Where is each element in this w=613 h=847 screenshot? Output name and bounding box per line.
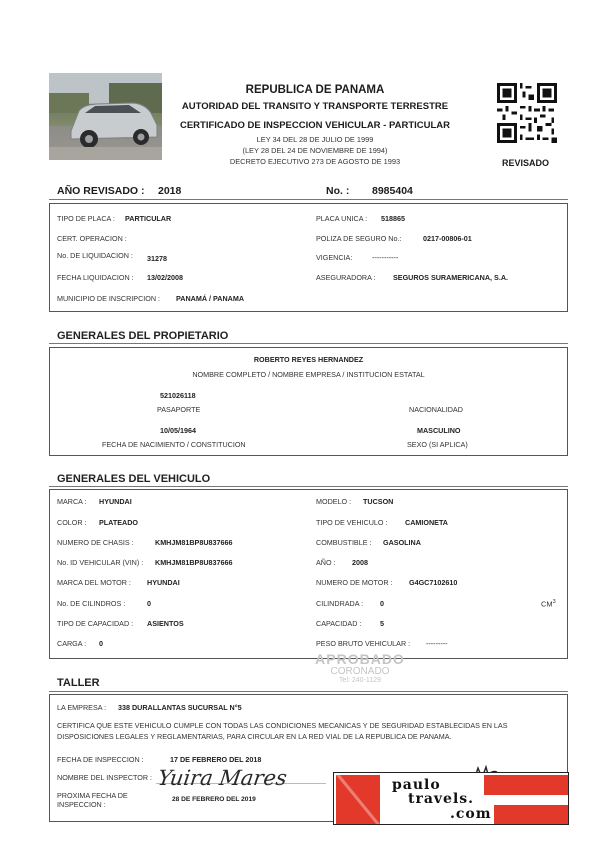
- watermark-logo: [333, 772, 569, 825]
- validity-label: VIGENCIA:: [316, 253, 353, 262]
- cert-operation-label: CERT. OPERACION :: [57, 234, 127, 243]
- qr-code-icon: [497, 83, 557, 143]
- brand-value: HYUNDAI: [99, 497, 132, 506]
- next-date-value: 28 DE FEBRERO DEL 2019: [172, 796, 256, 803]
- liquidation-date-value: 13/02/2008: [147, 273, 183, 282]
- engine-brand-label: MARCA DEL MOTOR :: [57, 578, 131, 587]
- brand-label: MARCA :: [57, 497, 87, 506]
- owner-id-label: PASAPORTE: [157, 405, 201, 414]
- vehicle-box: [49, 489, 568, 659]
- law-line-1: LEY 34 DEL 28 DE JULIO DE 1999: [256, 135, 374, 144]
- unique-plate-value: 518865: [381, 214, 405, 223]
- load-value: 0: [99, 639, 103, 648]
- capacity-type-value: ASIENTOS: [147, 619, 184, 628]
- certificate-title: CERTIFICADO DE INSPECCION VEHICULAR - PARTICULAR: [179, 120, 451, 131]
- company-label: LA EMPRESA :: [57, 703, 107, 712]
- vehicle-type-label: TIPO DE VEHICULO :: [316, 518, 388, 527]
- vin-label: No. ID VEHICULAR (VIN) :: [57, 558, 144, 567]
- vehicle-section-title: GENERALES DEL VEHICULO: [57, 473, 211, 485]
- sex-value: MASCULINO: [417, 426, 461, 435]
- number-label: No. :: [326, 185, 350, 197]
- capacity-label: CAPACIDAD :: [316, 619, 362, 628]
- cylinders-value: 0: [147, 599, 151, 608]
- workshop-section-title: TALLER: [57, 677, 100, 689]
- plate-type-label: TIPO DE PLACA :: [57, 214, 115, 223]
- model-label: MODELO :: [316, 497, 352, 506]
- owner-name-value: ROBERTO REYES HERNANDEZ: [253, 355, 364, 364]
- owner-name-label: NOMBRE COMPLETO / NOMBRE EMPRESA / INSTITUCION ESTATAL: [192, 370, 425, 379]
- stamp-line-2: CORONADO: [330, 666, 390, 677]
- plate-type-value: PARTICULAR: [125, 214, 172, 223]
- engine-number-label: NUMERO DE MOTOR :: [316, 578, 393, 587]
- insurer-label: ASEGURADORA :: [316, 273, 376, 282]
- engine-number-value: G4GC7102610: [409, 578, 458, 587]
- vin-value: KMHJM81BP8U837666: [155, 558, 233, 567]
- policy-label: POLIZA DE SEGURO No.:: [316, 234, 402, 243]
- stamp-line-3: Tel: 240-1129: [339, 677, 381, 684]
- year-revised-label: AÑO REVISADO :: [57, 185, 145, 197]
- owner-id-value: 521026118: [160, 391, 196, 400]
- capacity-type-label: TIPO DE CAPACIDAD :: [57, 619, 134, 628]
- next-date-label-2: INSPECCION :: [57, 800, 106, 809]
- next-date-label-1: PROXIMA FECHA DE: [57, 791, 128, 800]
- liquidation-date-label: FECHA LIQUIDACION :: [57, 273, 134, 282]
- capacity-value: 5: [380, 619, 384, 628]
- law-line-2: (LEY 28 DEL 24 DE NOVIEMBRE DE 1994): [242, 146, 388, 155]
- inspection-date-value: 17 DE FEBRERO DEL 2018: [170, 755, 262, 764]
- fuel-label: COMBUSTIBLE :: [316, 538, 372, 547]
- decree-line: DECRETO EJECUTIVO 273 DE AGOSTO DE 1993: [229, 157, 401, 166]
- policy-value: 0217-00806-01: [423, 234, 472, 243]
- chassis-value: KMHJM81BP8U837666: [155, 538, 233, 547]
- model-value: TUCSON: [363, 497, 394, 506]
- insurer-value: SEGUROS SURAMERICANA, S.A.: [393, 273, 509, 282]
- owner-section-title: GENERALES DEL PROPIETARIO: [57, 330, 229, 342]
- vehicle-photo: [49, 73, 162, 160]
- displacement-value: 0: [380, 599, 384, 608]
- year-revised-value: 2018: [158, 185, 182, 197]
- inspection-date-label: FECHA DE INSPECCION :: [57, 755, 144, 764]
- municipality-label: MUNICIPIO DE INSCRIPCION :: [57, 294, 161, 303]
- birth-date-label: FECHA DE NACIMIENTO / CONSTITUCION: [102, 440, 246, 449]
- authority-title: AUTORIDAD DEL TRANSITO Y TRANSPORTE TERRESTRE: [181, 101, 449, 112]
- cylinders-label: No. DE CILINDROS :: [57, 599, 126, 608]
- color-label: COLOR :: [57, 518, 87, 527]
- company-value: 338 DURALLANTAS SUCURSAL N°5: [118, 703, 242, 712]
- inspector-label: NOMBRE DEL INSPECTOR :: [57, 773, 153, 782]
- color-value: PLATEADO: [99, 518, 138, 527]
- stamp-line-1: APROBADO: [315, 651, 405, 667]
- displacement-label: CILINDRADA :: [316, 599, 364, 608]
- watermark-line-2: travels.: [408, 791, 475, 807]
- birth-date-value: 10/05/1964: [160, 426, 196, 435]
- load-label: CARGA :: [57, 639, 87, 648]
- validity-value: -----------: [372, 253, 399, 262]
- liquidation-no-value: 31278: [147, 254, 167, 263]
- fuel-value: GASOLINA: [383, 538, 421, 547]
- gross-weight-value: ---------: [426, 639, 448, 648]
- number-value: 8985404: [372, 185, 413, 197]
- municipality-value: PANAMÁ / PANAMA: [176, 294, 245, 303]
- inspector-signature: Yuira Mares: [156, 766, 289, 790]
- vehicle-type-value: CAMIONETA: [405, 518, 448, 527]
- certify-line-1: CERTIFICA QUE ESTE VEHICULO CUMPLE CON TODAS LAS CONDICIONES MECANICAS Y DE SEGURIDAD ESTABLECIDAS EN LAS: [57, 721, 508, 730]
- revised-label: REVISADO: [502, 158, 550, 168]
- year-value: 2008: [352, 558, 368, 567]
- nationality-label: NACIONALIDAD: [409, 405, 463, 414]
- chassis-label: NUMERO DE CHASIS :: [57, 538, 134, 547]
- liquidation-no-label: No. DE LIQUIDACION :: [57, 251, 133, 260]
- unique-plate-label: PLACA UNICA :: [316, 214, 368, 223]
- certify-line-2: DISPOSICIONES LEGALES Y REGLAMENTARIAS, PARA CIRCULAR EN LA RED VIAL DE LA REPUBLICA DE PANAMA.: [57, 732, 452, 741]
- engine-brand-value: HYUNDAI: [147, 578, 180, 587]
- year-label: AÑO :: [316, 558, 336, 567]
- gross-weight-label: PESO BRUTO VEHICULAR :: [316, 639, 411, 648]
- sex-label: SEXO (SI APLICA): [407, 440, 468, 449]
- watermark-line-3: .com: [450, 806, 492, 822]
- watermark-line-1: paulo: [392, 777, 441, 793]
- country-title: REPUBLICA DE PANAMA: [245, 84, 385, 96]
- displacement-unit: $CM^3$: [541, 599, 556, 609]
- approval-stamp: [300, 651, 420, 684]
